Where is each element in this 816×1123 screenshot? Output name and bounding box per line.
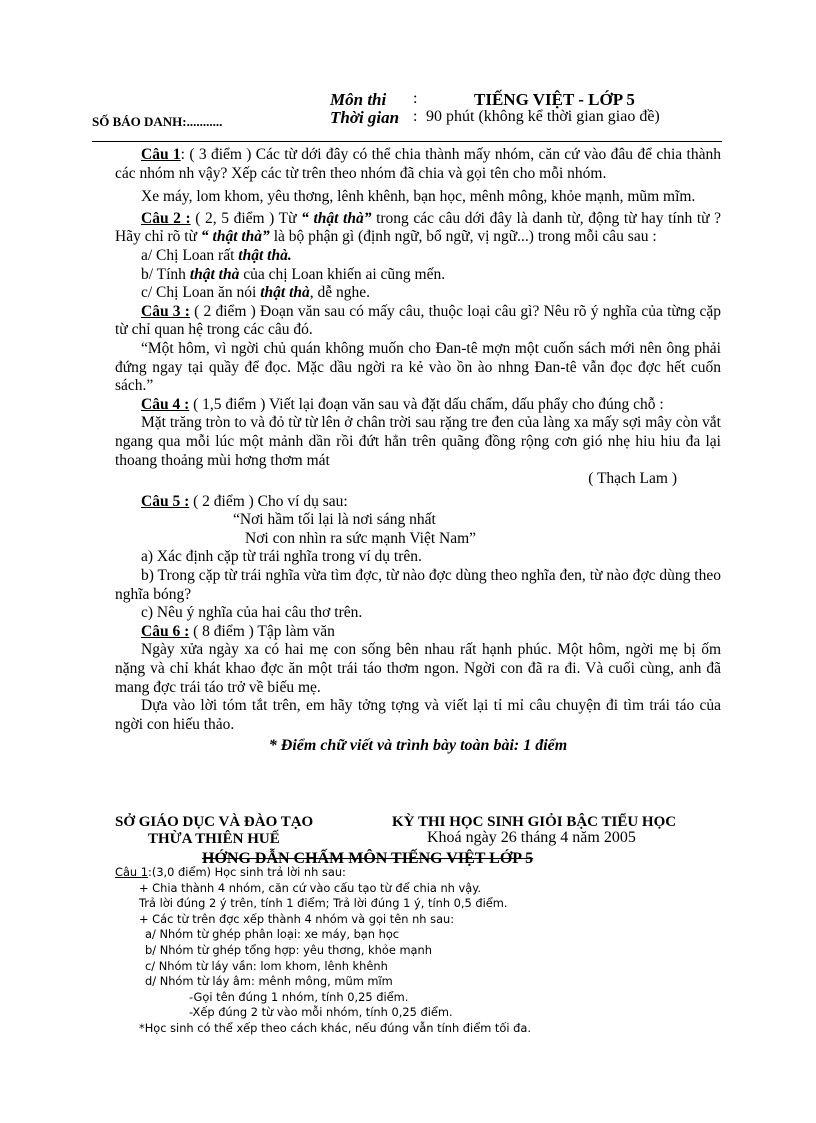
- guide-group-d: d/ Nhóm từ láy âm: mênh mông, mũm mĩm: [145, 974, 393, 989]
- question-2-text-b: trong các câu dới đây là danh từ, động từ hay tính từ ? Hãy chỉ rõ từ: [115, 209, 721, 246]
- question-3-passage: “Một hôm, vì ngời chủ quán không muốn cho Đan-tê mợn một cuốn sách mới nên ông phải đứng ngay tại quầy để đọc. Mặc dầu ngời ra kẻ vào ồn ào nhng Đan-tê vẫn đọc đợc hết cuốn sách.”: [115, 339, 721, 395]
- question-1: [115, 146, 721, 183]
- question-2-text-c: là bộ phận gì (định ngữ, bổ ngữ, vị ngữ...) trong mỗi câu sau :: [269, 228, 657, 246]
- question-3-text: ( 2 điểm ) Đoạn văn sau có mấy câu, thuộc loại câu gì? Nêu rõ ý nghĩa của từng cặp từ chỉ quan hệ trong các câu đó.: [115, 302, 721, 339]
- header-rule: [92, 141, 722, 142]
- time-value: 90 phút (không kể thời gian giao đề): [426, 108, 660, 125]
- poem-line-1: “Nơi hầm tối lại là nơi sáng nhất: [233, 511, 436, 529]
- question-5-c: c) Nêu ý nghĩa của hai câu thơ trên.: [141, 604, 363, 622]
- question-2-term-2: “ thật thà”: [200, 228, 270, 246]
- guide-line-3: + Các từ trên đợc xếp thành 4 nhóm và gọi tên nh sau:: [139, 911, 455, 926]
- q2-b-post: của chị Loan khiến ai cũng mến.: [239, 265, 446, 283]
- guide-line-1: + Chia thành 4 nhóm, căn cứ vào cấu tạo từ để chia nh vậy.: [139, 880, 481, 895]
- candidate-number-label: SỐ BÁO DANH:...........: [92, 114, 223, 129]
- q2-a-term: thật thà.: [238, 246, 292, 264]
- question-5-text: ( 2 điểm ) Cho ví dụ sau:: [189, 492, 348, 510]
- q2-b-term: thật thà: [189, 265, 240, 283]
- guide-group-c: c/ Nhóm từ láy vần: lom khom, lênh khênh: [145, 958, 388, 973]
- question-5-label: Câu 5 :: [141, 492, 190, 510]
- question-2-c: [115, 284, 721, 303]
- question-2: [115, 210, 721, 247]
- question-4-passage: Mặt trăng tròn to và đỏ từ từ lên ở chân trời sau rặng tre đen của làng xa mấy sợi mây còn vắt ngang qua mỗi lúc một mảnh dần rồi đứt hẳn trên quãng đồng rộng cơn gió nhẹ hiu hiu đa lại thoang thoảng mùi hơng thơm mát: [115, 414, 721, 469]
- guide-q1-head: [115, 865, 721, 881]
- subject-label: Môn thi: [330, 90, 387, 109]
- question-6-label: Câu 6 :: [141, 622, 190, 640]
- guide-final-note: *Học sinh có thể xếp theo cách khác, nếu đúng vẫn tính điểm tối đa.: [139, 1020, 531, 1035]
- guide-line-2: Trả lời đúng 2 ý trên, tính 1 điểm; Trả lời đúng 1 ý, tính 0,5 điểm.: [139, 896, 508, 911]
- question-1-words: Xe máy, lom khom, yêu thơng, lênh khênh, bạn học, mênh mông, khỏe mạnh, mũm mĩm.: [141, 188, 696, 206]
- guide-q1-label: Câu 1: [115, 865, 149, 879]
- question-2-a: [115, 247, 721, 266]
- subject-separator: :: [413, 90, 418, 107]
- time-separator: :: [413, 108, 418, 125]
- time-label: Thời gian: [330, 108, 400, 127]
- question-2-text-a: ( 2, 5 điểm ) Từ: [190, 209, 302, 227]
- question-2-term: “ thật thà”: [301, 209, 372, 227]
- question-6-text: ( 8 điểm ) Tập làm văn: [189, 622, 335, 640]
- q2-c-post: , dễ nghe.: [309, 284, 371, 302]
- presentation-note: * Điểm chữ viết và trình bày toàn bài: 1 điểm: [268, 737, 568, 755]
- question-4-source: ( Thạch Lam ): [588, 470, 677, 488]
- guide-group-b: b/ Nhóm từ ghép tổng hợp: yêu thơng, khỏe mạnh: [145, 942, 432, 957]
- guide-score-1: -Gọi tên đúng 1 nhóm, tính 0,25 điểm.: [189, 989, 409, 1004]
- guide-score-2: -Xếp đúng 2 từ vào mỗi nhóm, tính 0,25 điểm.: [189, 1005, 453, 1020]
- q2-b-pre: b/ Tính: [141, 265, 190, 283]
- question-6-summary: Ngày xửa ngày xa có hai mẹ con sống bên nhau rất hạnh phúc. Một hôm, ngời mẹ bị ốm nặng và chỉ khát khao đợc ăn một trái táo thơm ngon. Ngời con đã ra đi. Và cuối cùng, anh đã mang đợc trái táo trở về biếu mẹ.: [115, 641, 721, 696]
- question-4: [115, 396, 721, 415]
- question-5-a: a) Xác định cặp từ trái nghĩa trong ví dụ trên.: [141, 548, 422, 566]
- question-6-prompt: Dựa vào lời tóm tắt trên, em hãy tởng tợng và viết lại tỉ mỉ câu chuyện đi tìm trái táo của ngời con hiếu thảo.: [115, 697, 721, 733]
- org-department: SỞ GIÁO DỤC VÀ ĐÀO TẠO: [115, 814, 314, 830]
- question-2-b: [115, 266, 721, 285]
- guide-title: HỚNG DẪN CHẤM MÔN TIẾNG VIỆT LỚP 5: [202, 850, 534, 867]
- question-2-label: Câu 2 :: [141, 209, 191, 227]
- question-5: [115, 493, 721, 512]
- subject-value: TIẾNG VIỆT - LỚP 5: [474, 90, 635, 109]
- org-province: THỪA THIÊN HUẾ: [148, 831, 280, 847]
- question-4-text: ( 1,5 điểm ) Viết lại đoạn văn sau và đặt dấu chấm, dấu phẩy cho đúng chỗ :: [189, 395, 664, 413]
- q2-c-term: thật thà: [260, 284, 310, 302]
- marking-guide: [115, 865, 721, 1037]
- question-3: [115, 303, 721, 340]
- exam-name: KỲ THI HỌC SINH GIỎI BẬC TIỂU HỌC: [392, 814, 677, 830]
- exam-date: Khoá ngày 26 tháng 4 năm 2005: [427, 829, 636, 846]
- question-5-b: b) Trong cặp từ trái nghĩa vừa tìm đợc, từ nào đợc dùng theo nghĩa đen, từ nào đợc dùng theo nghĩa bóng?: [115, 567, 721, 603]
- question-4-label: Câu 4 :: [141, 395, 190, 413]
- question-1-label: Câu 1: [141, 146, 181, 163]
- poem-line-2: Nơi con nhìn ra sức mạnh Việt Nam”: [245, 529, 477, 547]
- q2-a-pre: a/ Chị Loan rất: [141, 246, 239, 264]
- guide-group-a: a/ Nhóm từ ghép phân loại: xe máy, bạn học: [145, 927, 400, 942]
- question-1-text: : ( 3 điểm ) Các từ dới đây có thể chia thành mấy nhóm, căn cứ vào đâu để chia thành các nhóm nh vậy? Xếp các từ trên theo nhóm đã chia và gọi tên cho mỗi nhóm.: [115, 146, 721, 182]
- guide-q1-text: :(3,0 điểm) Học sinh trả lời nh sau:: [148, 865, 346, 879]
- question-3-label: Câu 3 :: [141, 302, 190, 320]
- q2-c-pre: c/ Chị Loan ăn nói: [141, 284, 261, 302]
- exam-body: [115, 146, 721, 756]
- question-6: [115, 623, 721, 642]
